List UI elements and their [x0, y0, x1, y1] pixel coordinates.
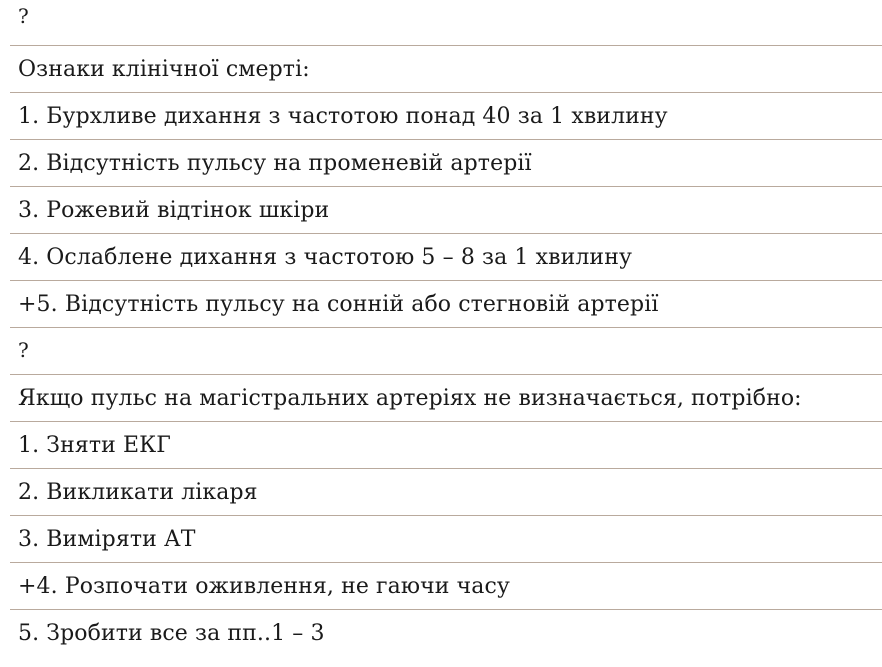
question-text: Ознаки клінічної смерті: — [10, 46, 882, 93]
question-marker: ? — [10, 0, 882, 46]
answer-option: 4. Ослаблене дихання з частотою 5 – 8 за 1 хвилину — [10, 234, 882, 281]
answer-option: 3. Виміряти АТ — [10, 516, 882, 563]
answer-option-correct: +4. Розпочати оживлення, не гаючи часу — [10, 563, 882, 610]
answer-option: 1. Бурхливе дихання з частотою понад 40 за 1 хвилину — [10, 93, 882, 140]
answer-option: 1. Зняти ЕКГ — [10, 422, 882, 469]
answer-option-correct: +5. Відсутність пульсу на сонній або стегновій артерії — [10, 281, 882, 328]
answer-option: 3. Рожевий відтінок шкіри — [10, 187, 882, 234]
answer-option: 2. Відсутність пульсу на променевій артерії — [10, 140, 882, 187]
answer-option: 2. Викликати лікаря — [10, 469, 882, 516]
question-text: Якщо пульс на магістральних артеріях не визначається, потрібно: — [10, 375, 882, 422]
question-marker: ? — [10, 328, 882, 375]
test-document — [10, 0, 882, 657]
answer-option: 5. Зробити все за пп..1 – 3 — [18, 621, 325, 646]
